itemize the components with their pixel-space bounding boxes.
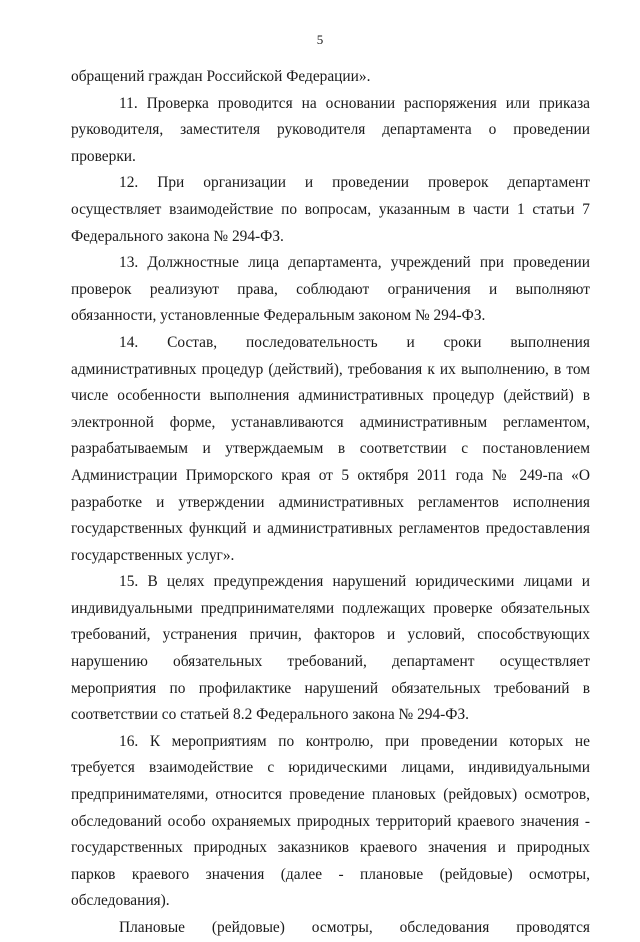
paragraph-continuation: обращений граждан Российской Федерации». — [71, 68, 371, 85]
page-number: 5 — [316, 32, 324, 47]
paragraph-13: 13. Должностные лица департамента, учреждений при проведении проверок реализуют права, соблюдают ограничения и выполняют обязанности, установленные Федеральным законом № 294-ФЗ. — [71, 254, 590, 325]
paragraph-16: 16. К мероприятиям по контролю, при проведении которых не требуется взаимодействие с юридическими лицами, индивидуальными предпринимателями, относится проведение плановых (рейдовых) осмотров, обследований особо охраняемых природных территорий краевого значения - государственных природных заказников краевого значения и природных парков краевого значения (далее - плановые (рейдовые) осмотры, обследования). — [71, 732, 590, 910]
paragraph-14: 14. Состав, последовательность и сроки выполнения административных процедур (действий), требования к их выполнению, в том числе особенности выполнения административных процедур (действий) в электронной форме, устанавливаются административным регламентом, разрабатываемым и утверждаемым в соответствии с постановлением Администрации Приморского края от 5 октября 2011 года № 249-па «О разработке и утверждении административных регламентов исполнения государственных функций и административных регламентов предоставления государственных услуг». — [71, 333, 590, 564]
paragraph-15: 15. В целях предупреждения нарушений юридическими лицами и индивидуальными предпринимателями подлежащих проверке обязательных требований, устранения причин, факторов и условий, способствующих нарушению обязательных требований, департамент осуществляет мероприятия по профилактике нарушений обязательных требований в соответствии со статьей 8.2 Федерального закона № 294-ФЗ. — [71, 573, 590, 724]
paragraph-12: 12. При организации и проведении проверок департамент осуществляет взаимодействие по вопросам, указанным в части 1 статьи 7 Федерального закона № 294-ФЗ. — [71, 174, 590, 245]
paragraph-11: 11. Проверка проводится на основании распоряжения или приказа руководителя, заместителя руководителя департамента о проведении проверки. — [71, 94, 590, 165]
document-body — [71, 64, 590, 942]
paragraph-planned-inspections: Плановые (рейдовые) осмотры, обследования проводятся — [119, 919, 590, 936]
